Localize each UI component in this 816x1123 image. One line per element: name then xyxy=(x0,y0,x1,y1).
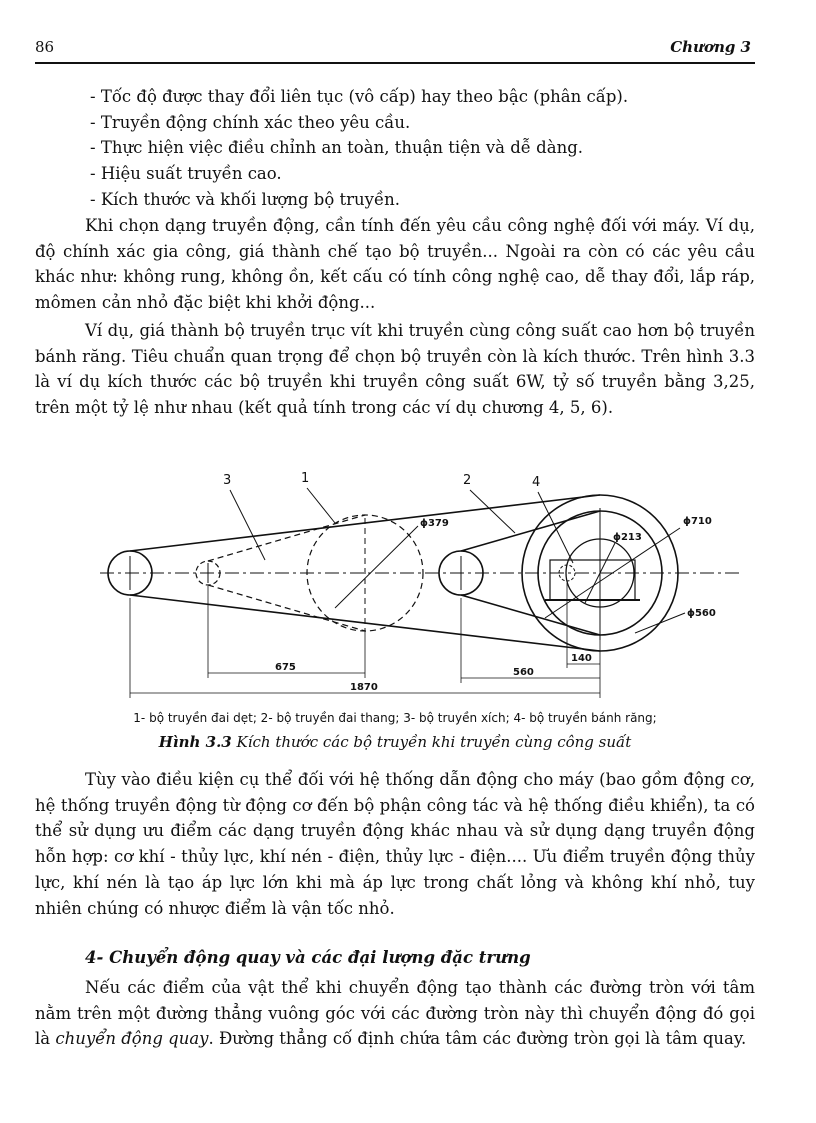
list-item: - Kích thước và khối lượng bộ truyền. xyxy=(90,189,400,209)
dim-length-1870: 1870 xyxy=(350,682,378,693)
label-v-belt-drive: 2 xyxy=(463,473,472,488)
paragraph-text-start: Nếu các điểm của vật thể khi chuyển động tạo thành các đường tròn với tâm nằm trên một đường thẳng vuông góc với các đường tròn này thì chuyển động đó gọi là xyxy=(35,978,755,1049)
section-heading: 4- Chuyển động quay và các đại lượng đặc trưng xyxy=(85,948,531,967)
paragraph-rotational-motion xyxy=(35,975,755,1052)
chapter-title: Chương 3 xyxy=(670,38,751,56)
transmission-size-figure xyxy=(95,468,745,708)
figure-caption xyxy=(35,733,755,751)
paragraph-text-end: . Đường thẳng cố định chứa tâm các đường tròn gọi là tâm quay. xyxy=(208,1029,747,1049)
list-item: - Truyền động chính xác theo yêu cầu. xyxy=(90,112,411,132)
paragraph-selection-criteria xyxy=(35,213,755,316)
dim-length-675: 675 xyxy=(275,662,296,673)
dim-length-140: 140 xyxy=(571,653,592,664)
page-number: 86 xyxy=(35,38,55,56)
chain-lower xyxy=(208,585,365,631)
term-rotational-motion: chuyển động quay xyxy=(55,1029,209,1049)
bullet-list xyxy=(35,84,755,213)
dim-diameter-710: ϕ710 xyxy=(683,516,712,527)
v-belt-upper xyxy=(461,511,600,551)
dim-length-560: 560 xyxy=(513,667,534,678)
transmission-diagram xyxy=(95,468,745,708)
paragraph-text: Tùy vào điều kiện cụ thể đối với hệ thống dẫn động cho máy (bao gồm động cơ, hệ thống truyền động từ động cơ đến bộ phận công tác và hệ thống điều khiển), ta có thể sử dụng ưu điểm các dạng truyền động khác nhau và sử dụng dạng truyền động hỗn hợp: cơ khí - thủy lực, khí nén - điện, thủy lực - điện.... Ưu điểm truyền động thủy lực, khí nén là tạo áp lực lớn khi mà áp lực trong chất lỏng và không khí nhỏ, tuy nhiên chúng có nhược điểm là vận tốc nhỏ. xyxy=(35,770,755,918)
paragraph-text xyxy=(35,975,755,1052)
list-item: - Thực hiện việc điều chỉnh an toàn, thuận tiện và dễ dàng. xyxy=(90,138,584,158)
figure-caption-text: Kích thước các bộ truyền khi truyền cùng công suất xyxy=(231,733,632,751)
paragraph-hybrid-drives xyxy=(35,767,755,921)
list-item: - Hiệu suất truyền cao. xyxy=(90,164,282,184)
dim-diameter-379: ϕ379 xyxy=(420,518,449,529)
paragraph-text: Khi chọn dạng truyền động, cần tính đến yêu cầu công nghệ đối với máy. Ví dụ, độ chính xác gia công, giá thành chế tạo bộ truyền... Ngoài ra còn có các yêu cầu khác như: không rung, không ồn, kết cấu có tính công nghệ cao, dễ thay đổi, lắp ráp, mômen cản nhỏ đặc biệt khi khởi động... xyxy=(35,216,755,313)
chain-upper xyxy=(208,515,365,561)
label-gear-drive: 4 xyxy=(532,475,541,490)
figure-number: Hình 3.3 xyxy=(158,733,232,751)
page-header xyxy=(35,34,755,64)
list-item: - Tốc độ được thay đổi liên tục (vô cấp) hay theo bậc (phân cấp). xyxy=(90,87,629,106)
label-flat-belt-drive: 1 xyxy=(301,471,310,486)
figure-legend: 1- bộ truyền đai dẹt; 2- bộ truyền đai thang; 3- bộ truyền xích; 4- bộ truyền bánh răng; xyxy=(133,711,657,725)
paragraph-text: Ví dụ, giá thành bộ truyền trục vít khi truyền cùng công suất cao hơn bộ truyền bánh răng. Tiêu chuẩn quan trọng để chọn bộ truyền còn là kích thước. Trên hình 3.3 là ví dụ kích thước các bộ truyền khi truyền công suất 6W, tỷ số truyền bằng 3,25, trên một tỷ lệ như nhau (kết quả tính trong các ví dụ chương 4, 5, 6). xyxy=(35,321,755,418)
paragraph-cost-example xyxy=(35,318,755,421)
label-chain-drive: 3 xyxy=(223,473,232,488)
dim-diameter-560: ϕ560 xyxy=(687,608,716,619)
dim-diameter-213: ϕ213 xyxy=(613,532,642,543)
